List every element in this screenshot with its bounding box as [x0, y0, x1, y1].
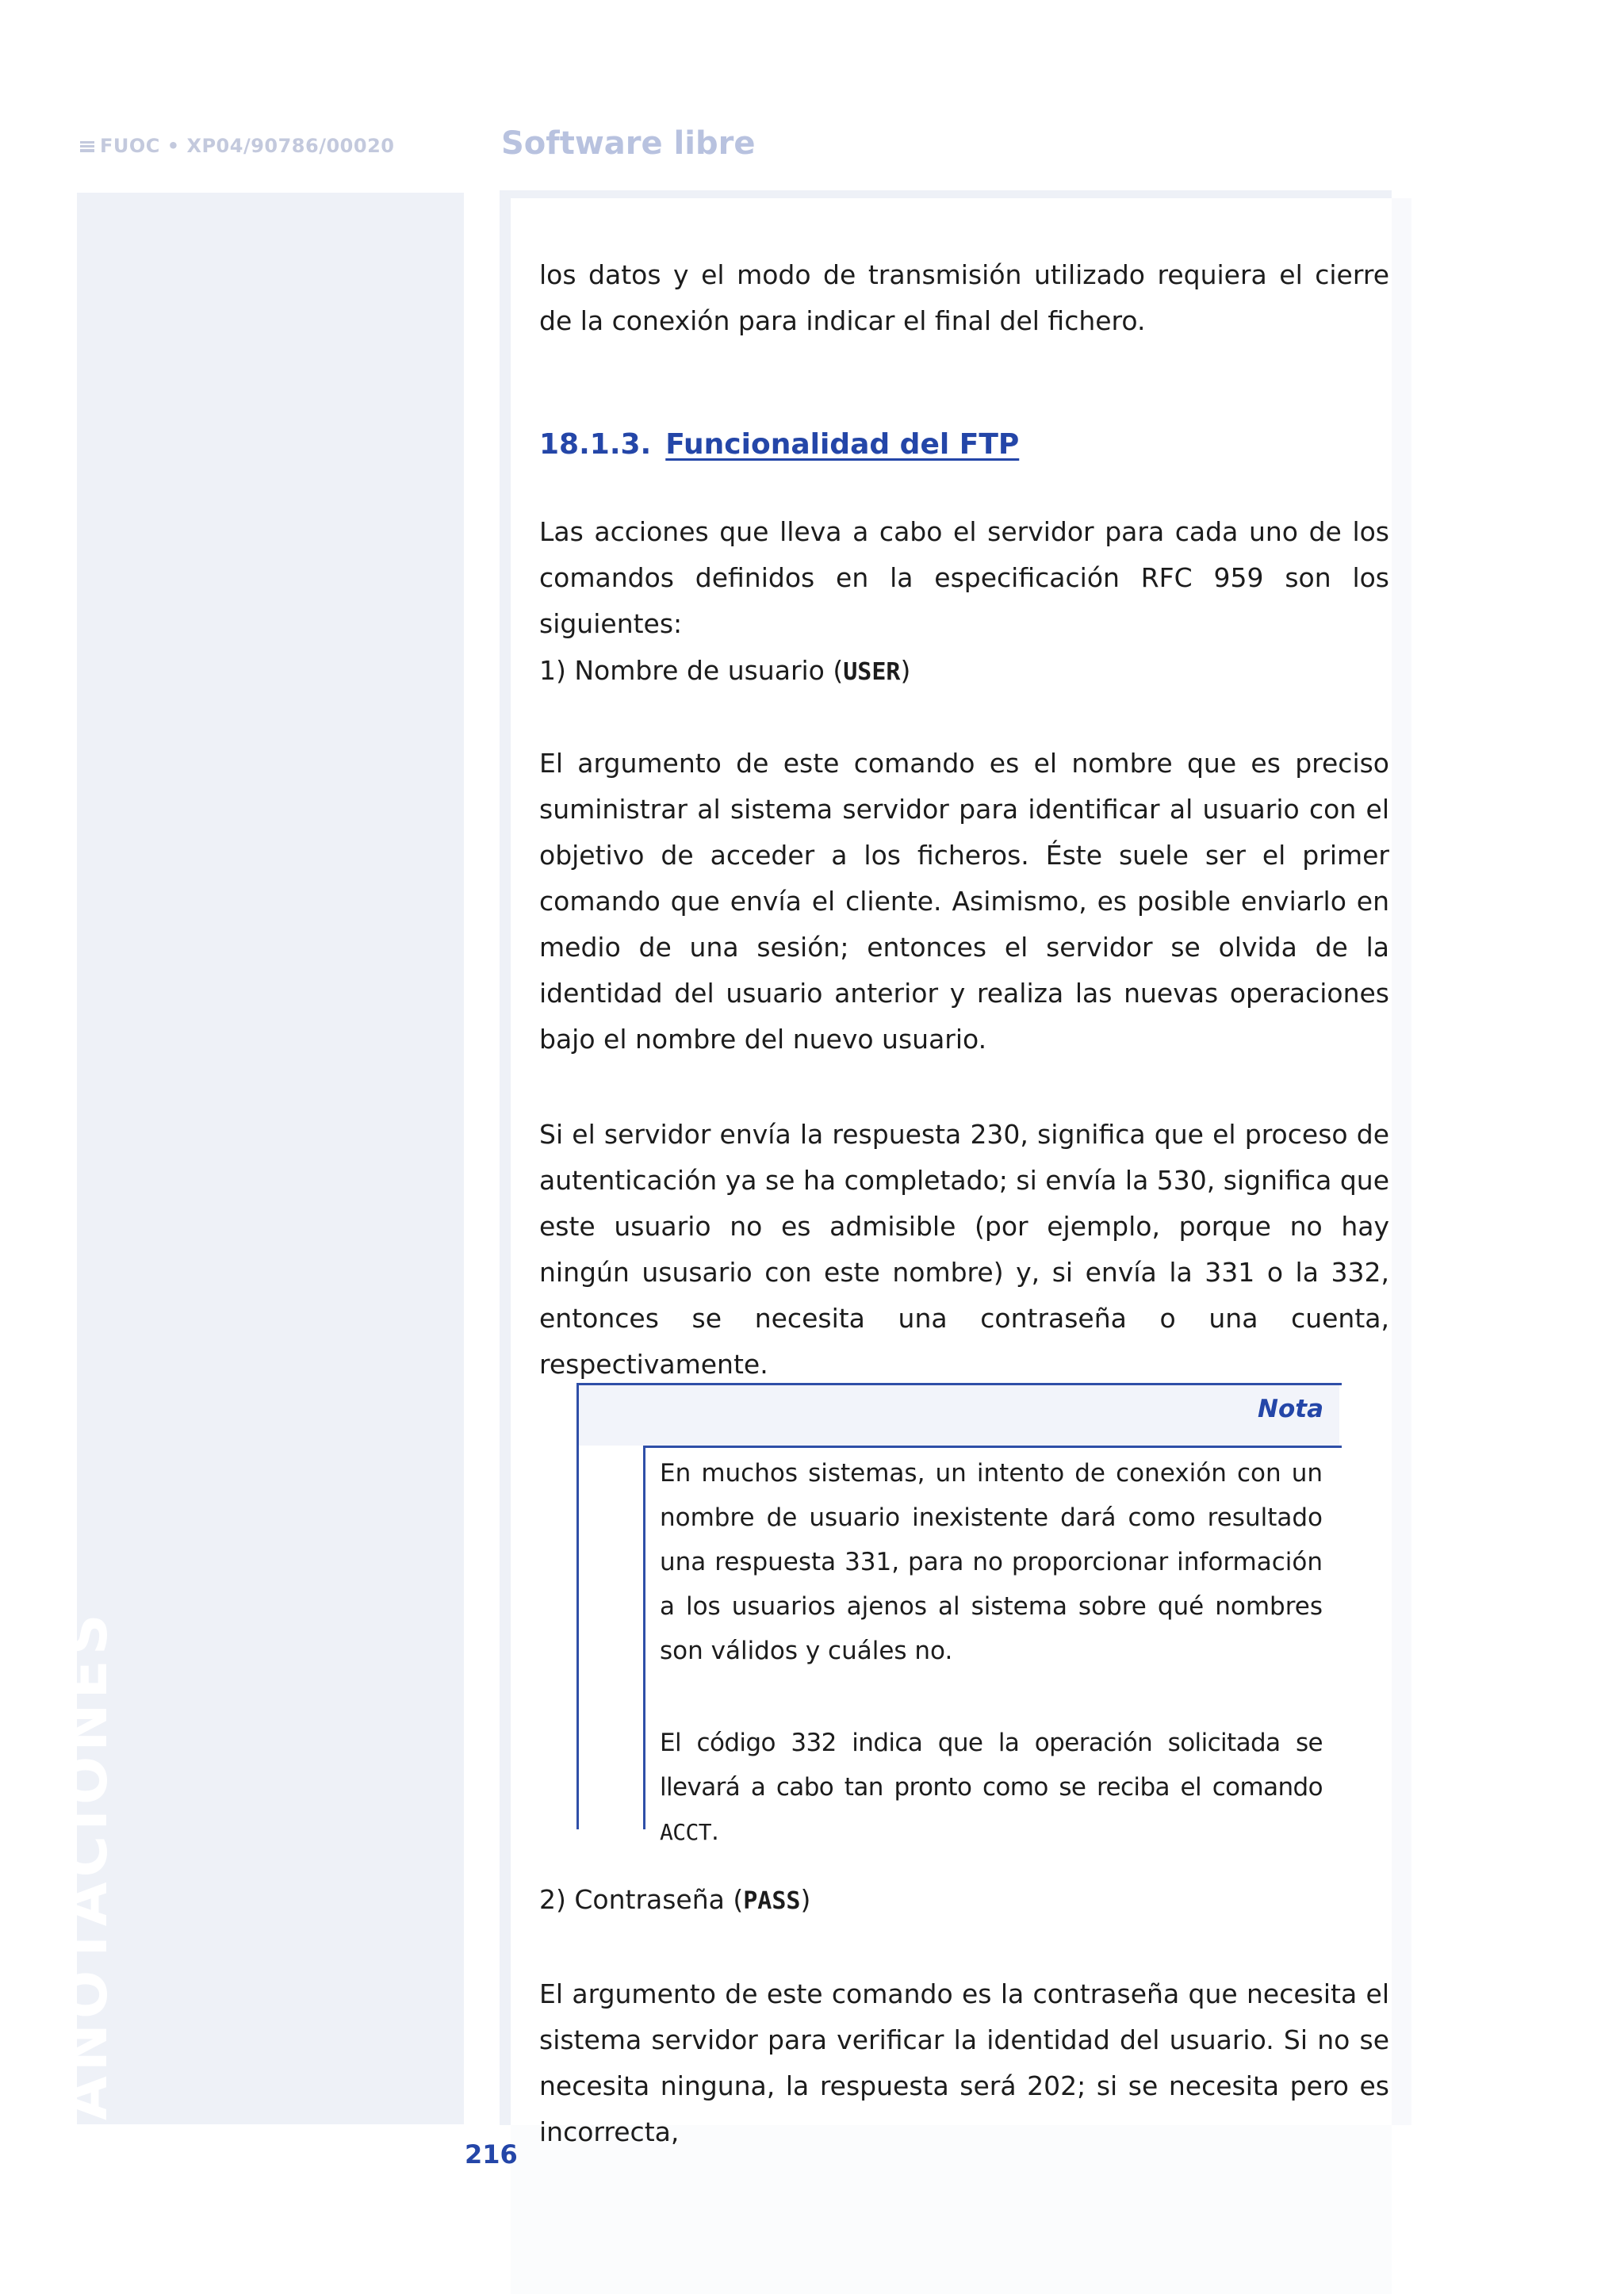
note-body: [660, 1451, 1323, 1855]
note-paragraph-2-code: ACCT: [660, 1819, 712, 1845]
item-heading-pass: [539, 1884, 810, 1915]
body-paragraph-0-wrap: [539, 252, 1389, 344]
note-paragraph-2-text: El código 332 indica que la operación solicitada se llevará a cabo tan pronto como se reciba el comando: [660, 1729, 1323, 1802]
body-paragraph-4-wrap: [539, 1971, 1389, 2155]
body-paragraph-2-wrap: [539, 741, 1389, 1063]
annotations-label: ANOTACIONES: [53, 1609, 120, 2120]
content-frame-right: [1392, 198, 1411, 2125]
fuoc-logo-icon: [79, 140, 95, 154]
item-heading-pass-prefix: 2) Contraseña (: [539, 1884, 744, 1915]
content-frame-left: [500, 190, 511, 2125]
annotations-sidebar-label-wrap: [53, 193, 464, 2125]
note-header: [579, 1385, 1339, 1446]
note-spacer: [660, 1673, 1323, 1721]
page-number: 216: [465, 2139, 518, 2170]
item-heading-user-prefix: 1) Nombre de usuario (: [539, 655, 844, 686]
item-heading-user: [539, 655, 910, 686]
section-heading: [539, 428, 1019, 461]
body-paragraph-0: los datos y el modo de transmisión utilizado requiera el cierre de la conexión para indicar el final del fichero.: [539, 259, 1389, 336]
content-frame-top: [500, 190, 1392, 198]
item-heading-user-suffix: ): [900, 655, 911, 686]
body-paragraph-1-wrap: [539, 509, 1389, 647]
section-number: 18.1.3.: [539, 428, 652, 461]
item-heading-user-code: USER: [843, 658, 901, 686]
note-paragraph-2-suffix: .: [711, 1817, 719, 1846]
section-title[interactable]: Funcionalidad del FTP: [665, 428, 1020, 461]
body-paragraph-2: El argumento de este comando es el nombre que es preciso suministrar al sistema servidor para identificar al usuario con el objetivo de acceder a los ficheros. Éste suele ser el primer comando que envía el cliente. Asimismo, es posible enviarlo en medio de una sesión; entonces el servidor se olvida de la identidad del usuario anterior y realiza las nuevas operaciones bajo el nombre del nuevo usuario.: [539, 748, 1389, 1055]
body-paragraph-3: Si el servidor envía la respuesta 230, significa que el proceso de autenticación ya se ha completado; si envía la 530, significa que este usuario no es admisible (por ejemplo, porque no hay ningún ususario con este nombre) y, si envía la 331 o la 332, entonces se necesita una contraseña o una cuenta, respectivamente.: [539, 1119, 1389, 1380]
publisher-header: [79, 135, 394, 157]
body-paragraph-4: El argumento de este comando es la contraseña que necesita el sistema servidor para verificar la identidad del usuario. Si no se necesita ninguna, la respuesta será 202; si se necesita pero es incorrecta,: [539, 1978, 1389, 2147]
note-label: Nota: [1258, 1395, 1323, 1423]
book-title: Software libre: [501, 125, 756, 162]
note-paragraph-1: En muchos sistemas, un intento de conexión con un nombre de usuario inexistente dará como resultado una respuesta 331, para no proporcionar información a los usuarios ajenos al sistema sobre qué nombres son válidos y cuáles no.: [660, 1459, 1323, 1665]
item-heading-pass-suffix: ): [800, 1884, 811, 1915]
item-heading-pass-code: PASS: [743, 1887, 801, 1915]
note-paragraph-2: [660, 1721, 1323, 1855]
publisher-code: FUOC • XP04/90786/00020: [100, 135, 395, 157]
body-paragraph-1: Las acciones que lleva a cabo el servidor para cada uno de los comandos definidos en la especificación RFC 959 son los siguientes:: [539, 516, 1389, 639]
body-paragraph-3-wrap: [539, 1112, 1389, 1388]
